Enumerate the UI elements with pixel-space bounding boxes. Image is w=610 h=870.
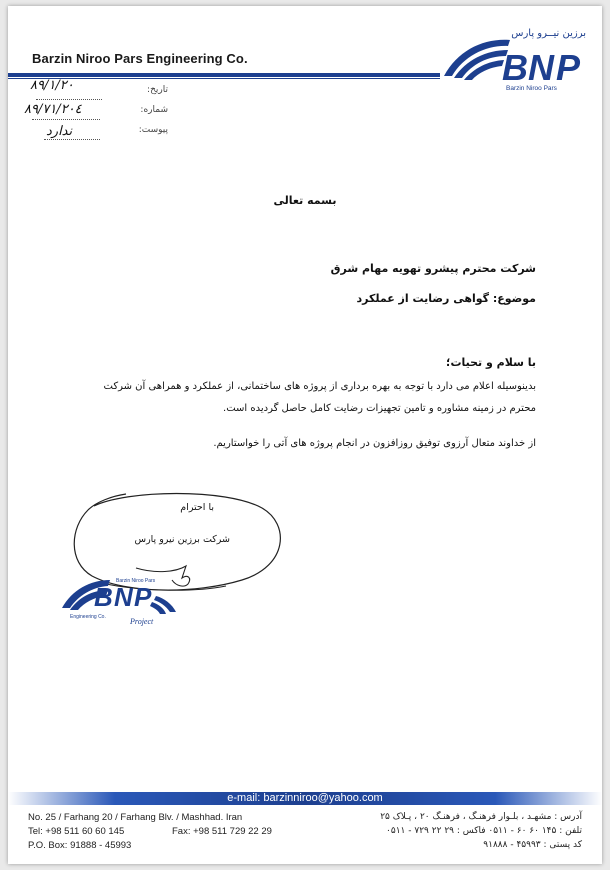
paragraph-1-line-1: بدینوسیله اعلام می دارد با توجه به بهره برداری از پروژه های ساختمانی، از عملکرد و همراهی آن شرکت (103, 381, 536, 392)
signature-company: شرکت برزین نیرو پارس (134, 534, 230, 545)
letter-page (8, 6, 602, 864)
letter-opening: بسمه تعالی (273, 194, 337, 207)
number-value: ۸۹/۷۱/۲۰٤ (24, 102, 82, 117)
attachment-dots (44, 139, 100, 140)
footer-address-en: No. 25 / Farhang 20 / Farhang Blv. / Mashhad. Iran (28, 812, 243, 823)
paragraph-1-line-2: محترم در زمینه مشاوره و تامین تجهیزات رضایت کامل حاصل گردیده است. (223, 403, 536, 414)
attachment-value: ندارد (46, 124, 73, 139)
footer-email: e-mail: barzinniroo@yahoo.com (227, 792, 383, 804)
date-dots (36, 99, 102, 100)
header-rule (8, 73, 440, 77)
number-dots (32, 119, 100, 120)
bnp-logo-icon (438, 28, 596, 94)
svg-text:B: B (502, 47, 528, 88)
signature-closing: با احترام (180, 502, 214, 513)
svg-text:P: P (134, 582, 152, 612)
svg-text:N: N (528, 47, 554, 88)
footer-tel-en: Tel: +98 511 60 60 145 (28, 826, 125, 837)
logo-caption: Barzin Niroo Pars (506, 85, 557, 92)
stamp-left-text: Engineering Co. (70, 614, 106, 620)
date-value: ۸۹/۱/۲۰ (30, 78, 74, 93)
footer-postcode-fa: کد پستی : ۴۵۹۹۳ - ۹۱۸۸۸ (483, 840, 582, 850)
svg-text:P: P (556, 47, 581, 88)
svg-text:N: N (114, 582, 133, 612)
footer-address-fa: آدرس : مشهـد ، بلـوار فرهنـگ ، فرهنـگ ۲۰ ، پـلاک ۲۵ (380, 812, 582, 822)
number-label: شماره: (140, 105, 168, 115)
date-label: تاریخ: (147, 85, 168, 95)
stamp-bottom-text: Project (130, 617, 154, 626)
footer-tel-fa: تلفن : ۱۴۵ ۶۰ ۶۰ - ۰۵۱۱ فاکس : ۲۹ ۲۲ ۷۲۹ - ۰۵۱۱ (386, 826, 582, 836)
company-name-english: Barzin Niroo Pars Engineering Co. (32, 51, 248, 66)
letter-greeting: با سلام و تحیات؛ (446, 356, 536, 369)
letter-paragraph-2: از خداوند متعال آرزوی توفیق روزافزون در انجام پروژه های آتی را خواستاریم. (213, 438, 536, 449)
footer-pobox-en: P.O. Box: 91888 - 45993 (28, 840, 132, 851)
footer-fax-en: Fax: +98 511 729 22 29 (172, 826, 272, 837)
letter-paragraph-1 (66, 376, 536, 420)
letter-subject: موضوع: گواهی رضایت از عملکرد (356, 292, 536, 305)
svg-text:B: B (94, 582, 113, 612)
company-name-persian: برزین نیــرو پارس (511, 28, 586, 39)
attachment-label: پیوست: (138, 125, 168, 135)
stamp-top-text: Barzin Niroo Pars (116, 578, 156, 584)
stamp-logo-icon (60, 572, 186, 634)
letter-recipient: شرکت محترم پیشرو تهویه مهام شرق (330, 262, 536, 275)
